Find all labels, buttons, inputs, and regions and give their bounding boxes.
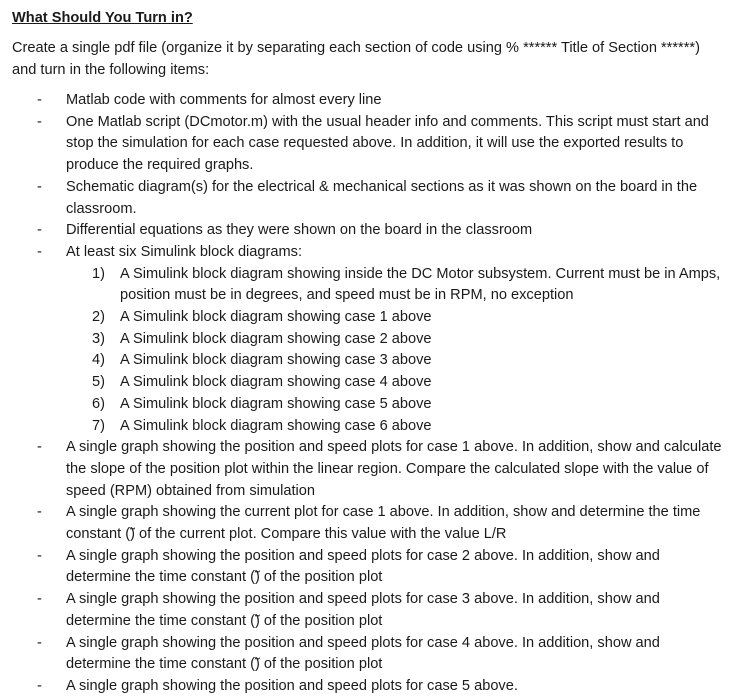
- list-item-text: One Matlab script (DCmotor.m) with the usual header info and comments. This script must start and stop the simulation for each case requested above. In addition, it will use the exported results to produce the required graphs.: [66, 113, 709, 174]
- bullet-dash: -: [37, 113, 42, 130]
- list-item: [12, 177, 727, 220]
- sublist-number: 5): [92, 374, 105, 391]
- sublist-number: 3): [92, 330, 105, 347]
- list-item: [12, 437, 727, 502]
- list-item-text: Differential equations as they were shown on the board in the classroom: [66, 222, 533, 239]
- sublist-item-text: A Simulink block diagram showing case 6 above: [120, 417, 432, 434]
- bullet-dash: -: [37, 591, 42, 608]
- list-item: [12, 220, 727, 242]
- bullet-dash: -: [37, 547, 42, 564]
- list-item-text: A single graph showing the position and speed plots for case 1 above. In addition, show and calculate the slope of the position plot within the linear region. Compare the calculated slope with the value of speed (RPM) obtained from simulation: [66, 439, 722, 499]
- sublist-number: 7): [92, 417, 105, 434]
- list-item: [12, 633, 727, 676]
- list-item: [12, 676, 727, 698]
- sublist-item-text: A Simulink block diagram showing case 1 above: [120, 309, 432, 326]
- list-item: [12, 589, 727, 632]
- sublist-number: 2): [92, 309, 105, 326]
- sublist-item-text: A Simulink block diagram showing inside the DC Motor subsystem. Current must be in Amps, position must be in degrees, and speed must be in RPM, no exception: [120, 265, 721, 304]
- sublist-item: [66, 394, 727, 416]
- list-item: [12, 112, 727, 177]
- sublist-item-text: A Simulink block diagram showing case 5 above: [120, 395, 432, 412]
- sublist-item: [66, 307, 727, 329]
- bullet-dash: -: [37, 504, 42, 521]
- list-item: [12, 90, 727, 112]
- simulink-sublist: [66, 264, 727, 438]
- sublist-item: [66, 372, 727, 394]
- sublist-item: [66, 416, 727, 438]
- sublist-number: 1): [92, 265, 105, 282]
- sublist-item: [66, 350, 727, 372]
- sublist-item: [66, 329, 727, 351]
- sublist-number: 4): [92, 352, 105, 369]
- intro-paragraph: Create a single pdf file (organize it by separating each section of code using % ****** Title of Section ******) and turn in the following items:: [12, 40, 700, 78]
- turn-in-list: [12, 90, 727, 698]
- bullet-dash: -: [37, 677, 42, 694]
- sublist-number: 6): [92, 395, 105, 412]
- list-item-text: Schematic diagram(s) for the electrical & mechanical sections as it was shown on the board in the classroom.: [66, 178, 698, 217]
- list-item-text: A single graph showing the position and speed plots for case 2 above. In addition, show and determine the time constant (̃) of the position plot: [66, 547, 660, 586]
- list-item: [12, 546, 727, 589]
- list-item-text: A single graph showing the position and speed plots for case 4 above. In addition, show and determine the time constant (̃) of the position plot: [66, 634, 660, 673]
- list-item: [12, 242, 727, 437]
- list-item-text: A single graph showing the position and speed plots for case 5 above.: [66, 677, 518, 694]
- bullet-dash: -: [37, 92, 42, 108]
- bullet-dash: -: [37, 439, 42, 456]
- bullet-dash: -: [37, 634, 42, 651]
- bullet-dash: -: [37, 178, 42, 195]
- bullet-dash: -: [37, 222, 42, 239]
- sublist-item: [66, 264, 727, 307]
- sublist-item-text: A Simulink block diagram showing case 4 above: [120, 374, 432, 391]
- list-item-text: Matlab code with comments for almost every line: [66, 92, 382, 108]
- bullet-dash: -: [37, 243, 42, 260]
- list-item-text: A single graph showing the position and speed plots for case 3 above. In addition, show and determine the time constant (̃) of the position plot: [66, 591, 660, 629]
- list-item-text: At least six Simulink block diagrams:: [66, 243, 303, 260]
- document-page: [12, 7, 727, 698]
- sublist-item-text: A Simulink block diagram showing case 3 above: [120, 352, 432, 369]
- list-item: [12, 502, 727, 545]
- section-heading: What Should You Turn in?: [12, 10, 193, 26]
- sublist-item-text: A Simulink block diagram showing case 2 above: [120, 330, 432, 347]
- list-item-text: A single graph showing the current plot for case 1 above. In addition, show and determine the time constant (̃) of the current plot. Compare this value with the value L/R: [66, 504, 701, 543]
